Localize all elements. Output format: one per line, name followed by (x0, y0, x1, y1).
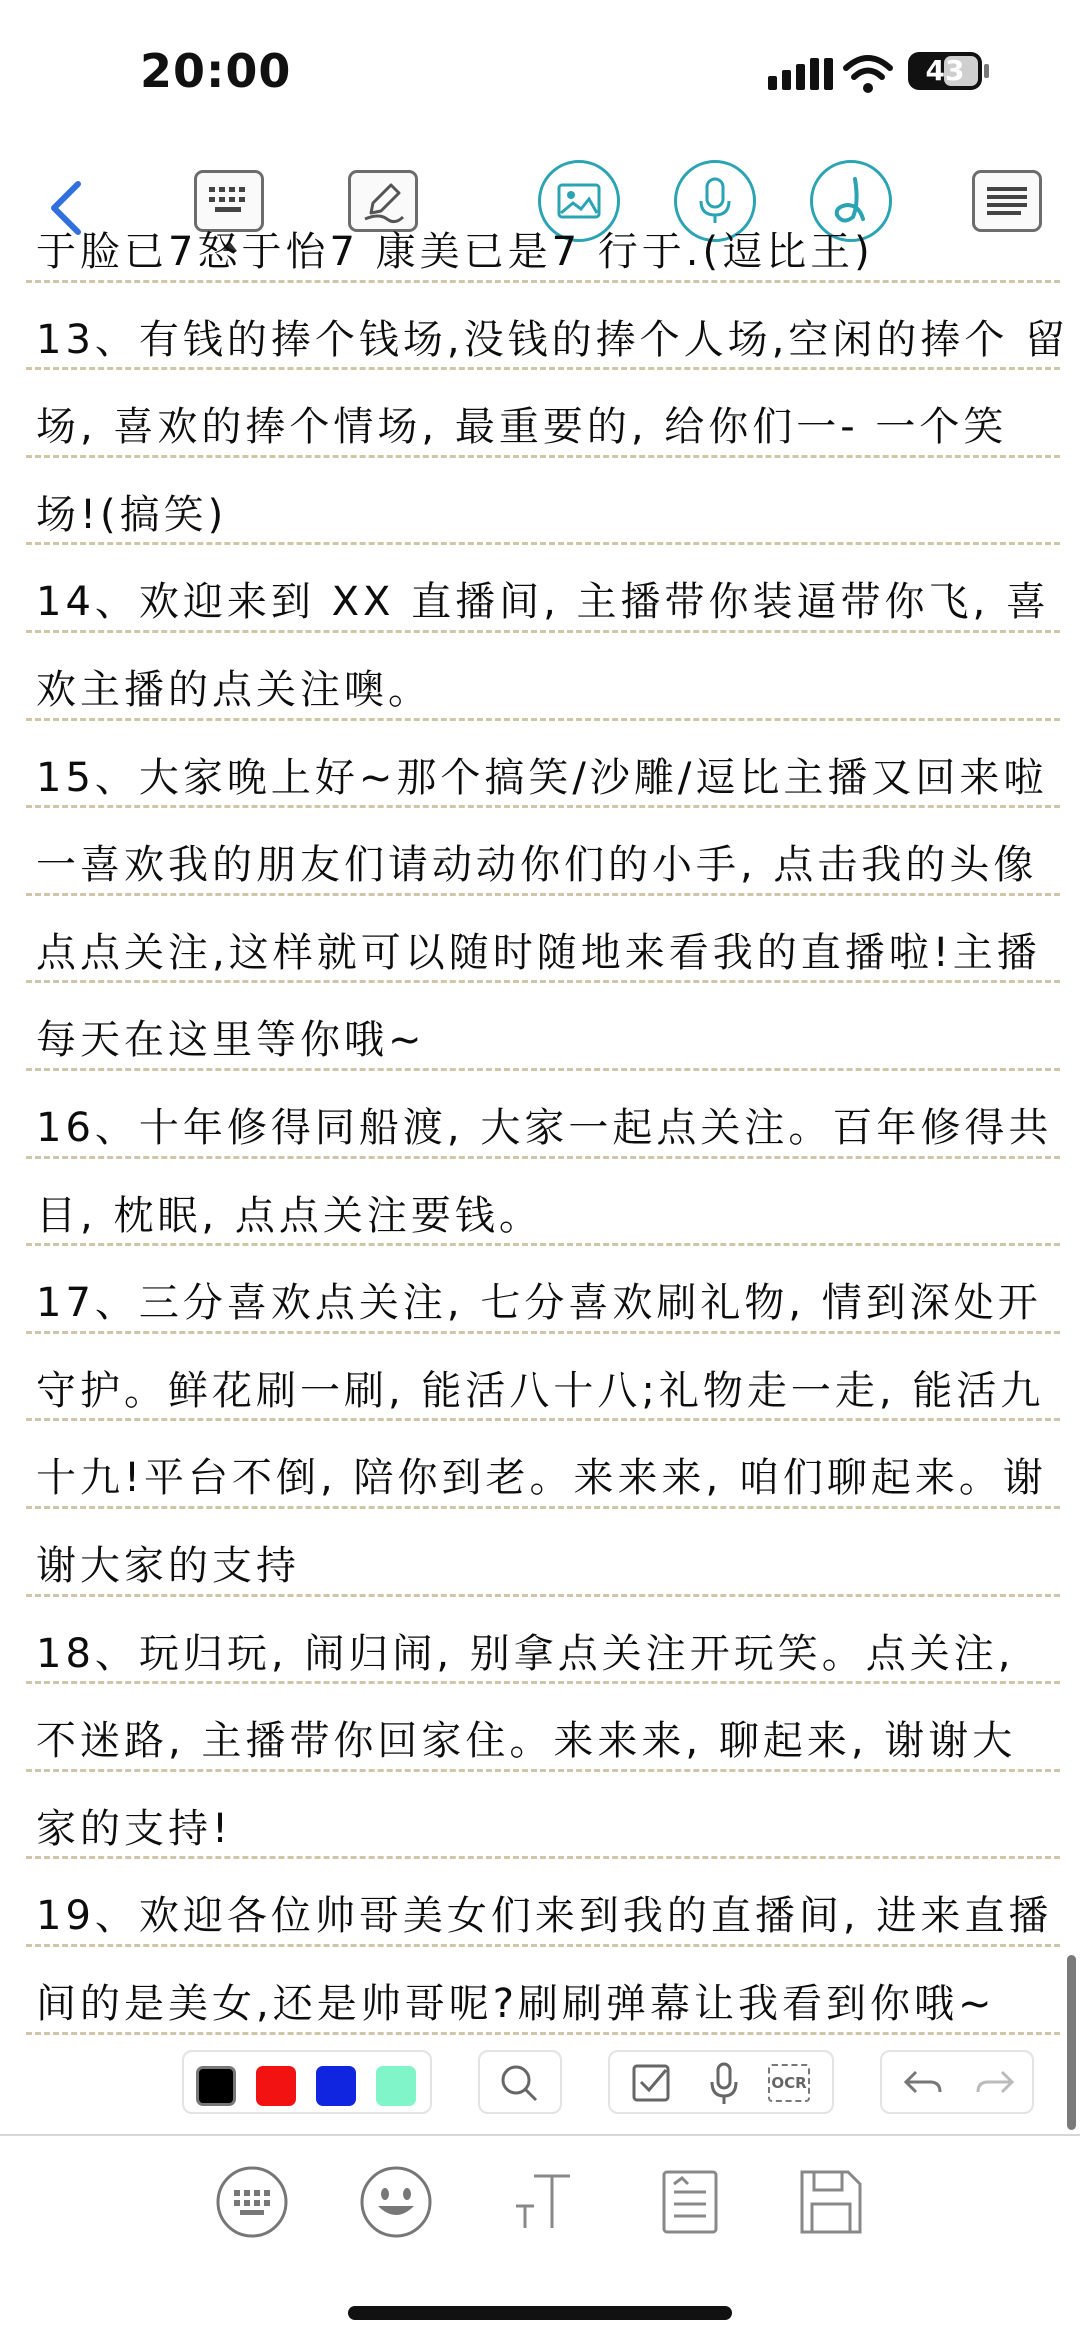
keyboard-icon[interactable] (212, 2162, 292, 2242)
ruled-line (26, 1156, 1060, 1159)
note-canvas[interactable] (0, 229, 1080, 2048)
color-swatch-blue[interactable] (316, 2066, 356, 2106)
status-bar (0, 0, 1080, 140)
ruled-line (26, 980, 1060, 983)
ruled-line (26, 280, 1060, 283)
note-text-line: 14、欢迎来到 XX 直播间, 主播带你装逼带你飞, 喜 (36, 579, 1050, 626)
menu-button[interactable] (972, 170, 1042, 232)
home-indicator[interactable] (348, 2306, 732, 2320)
search-icon (480, 2052, 560, 2112)
note-text-line: 目, 枕眠, 点点关注要钱。 (36, 1192, 543, 1239)
ruled-line (26, 1944, 1060, 1947)
ruled-line (26, 1331, 1060, 1334)
note-text-line: 十九!平台不倒, 陪你到老。来来来, 咱们聊起来。谢 (36, 1455, 1047, 1502)
ruled-line (26, 630, 1060, 633)
ruled-line (26, 1243, 1060, 1246)
menu-icon (975, 173, 1039, 229)
ruled-line (26, 1594, 1060, 1597)
note-text-line: 16、十年修得同船渡, 大家一起点关注。百年修得共 (36, 1105, 1053, 1151)
emoji-icon[interactable] (356, 2162, 436, 2242)
ruled-line (26, 1856, 1060, 1859)
template-icon[interactable] (650, 2162, 730, 2242)
ruled-line (26, 1506, 1060, 1509)
note-text-line: 守护。鲜花刷一刷, 能活八十八;礼物走一走, 能活九 (36, 1367, 1045, 1414)
note-text-line: 家的支持! (36, 1805, 233, 1852)
undo-redo-group (880, 2050, 1034, 2114)
note-text-line: 于脸已7怒于怡7 康美已是7 行于.(逗比王) (36, 229, 874, 275)
note-text-line: 谢大家的支持 (36, 1543, 300, 1589)
note-text-line: 18、玩归玩, 闹归闹, 别拿点关注开玩笑。点关注, (36, 1630, 1015, 1677)
battery-icon (908, 52, 982, 90)
checkbox-icon[interactable] (628, 2060, 676, 2106)
ruled-line (26, 455, 1060, 458)
battery-cap (984, 64, 989, 78)
color-swatch-black[interactable] (196, 2066, 236, 2106)
search-button[interactable] (478, 2050, 562, 2114)
note-text-line: 点点关注,这样就可以随时随地来看我的直播啦!主播 (36, 929, 1041, 976)
note-text-line: 间的是美女,还是帅哥呢?刷刷弹幕让我看到你哦~ (36, 1981, 996, 2027)
status-time: 20:00 (140, 44, 292, 98)
note-text-line: 欢主播的点关注噢。 (36, 667, 432, 713)
ruled-line (26, 1068, 1060, 1071)
redo-icon[interactable] (970, 2064, 1018, 2104)
undo-icon[interactable] (900, 2064, 948, 2104)
color-swatch-mint[interactable] (376, 2066, 416, 2106)
microphone-icon[interactable] (700, 2060, 748, 2108)
ruled-line (26, 2032, 1060, 2035)
note-text-line: 一喜欢我的朋友们请动动你们的小手, 点击我的头像 (36, 842, 1038, 889)
save-icon[interactable] (790, 2162, 870, 2242)
note-text-line: 场!(搞笑) (36, 491, 228, 538)
ruled-line (26, 1769, 1060, 1772)
wifi-icon (842, 54, 894, 94)
note-text-line: 19、欢迎各位帅哥美女们来到我的直播间, 进来直播 (36, 1893, 1053, 1940)
ruled-line (26, 1418, 1060, 1421)
note-text-line: 每天在这里等你哦~ (36, 1017, 426, 1064)
battery-level: 43 (925, 54, 965, 87)
color-palette (182, 2050, 432, 2114)
color-swatch-red[interactable] (256, 2066, 296, 2106)
note-text-line: 不迷路, 主播带你回家住。来来来, 聊起来, 谢谢大 (36, 1718, 1017, 1765)
ruled-line (26, 367, 1060, 370)
ruled-line (26, 805, 1060, 808)
note-text-line: 17、三分喜欢点关注, 七分喜欢刷礼物, 情到深处开 (36, 1280, 1042, 1327)
cellular-signal-icon (768, 58, 838, 90)
ruled-line (26, 1681, 1060, 1684)
note-text-line: 13、有钱的捧个钱场,没钱的捧个人场,空闲的捧个 留 (36, 316, 1070, 363)
ruled-line (26, 893, 1060, 896)
pen-toolbar (0, 2048, 1080, 2134)
insert-tools-group (608, 2050, 834, 2114)
text-size-icon[interactable] (504, 2162, 584, 2242)
ruled-line (26, 542, 1060, 545)
note-text-line: 场, 喜欢的捧个情场, 最重要的, 给你们一- 一个笑 (36, 404, 1008, 451)
ruled-line (26, 718, 1060, 721)
note-text-line: 15、大家晚上好~那个搞笑/沙雕/逗比主播又回来啦 (36, 754, 1048, 801)
ocr-icon[interactable]: OCR (768, 2064, 810, 2102)
